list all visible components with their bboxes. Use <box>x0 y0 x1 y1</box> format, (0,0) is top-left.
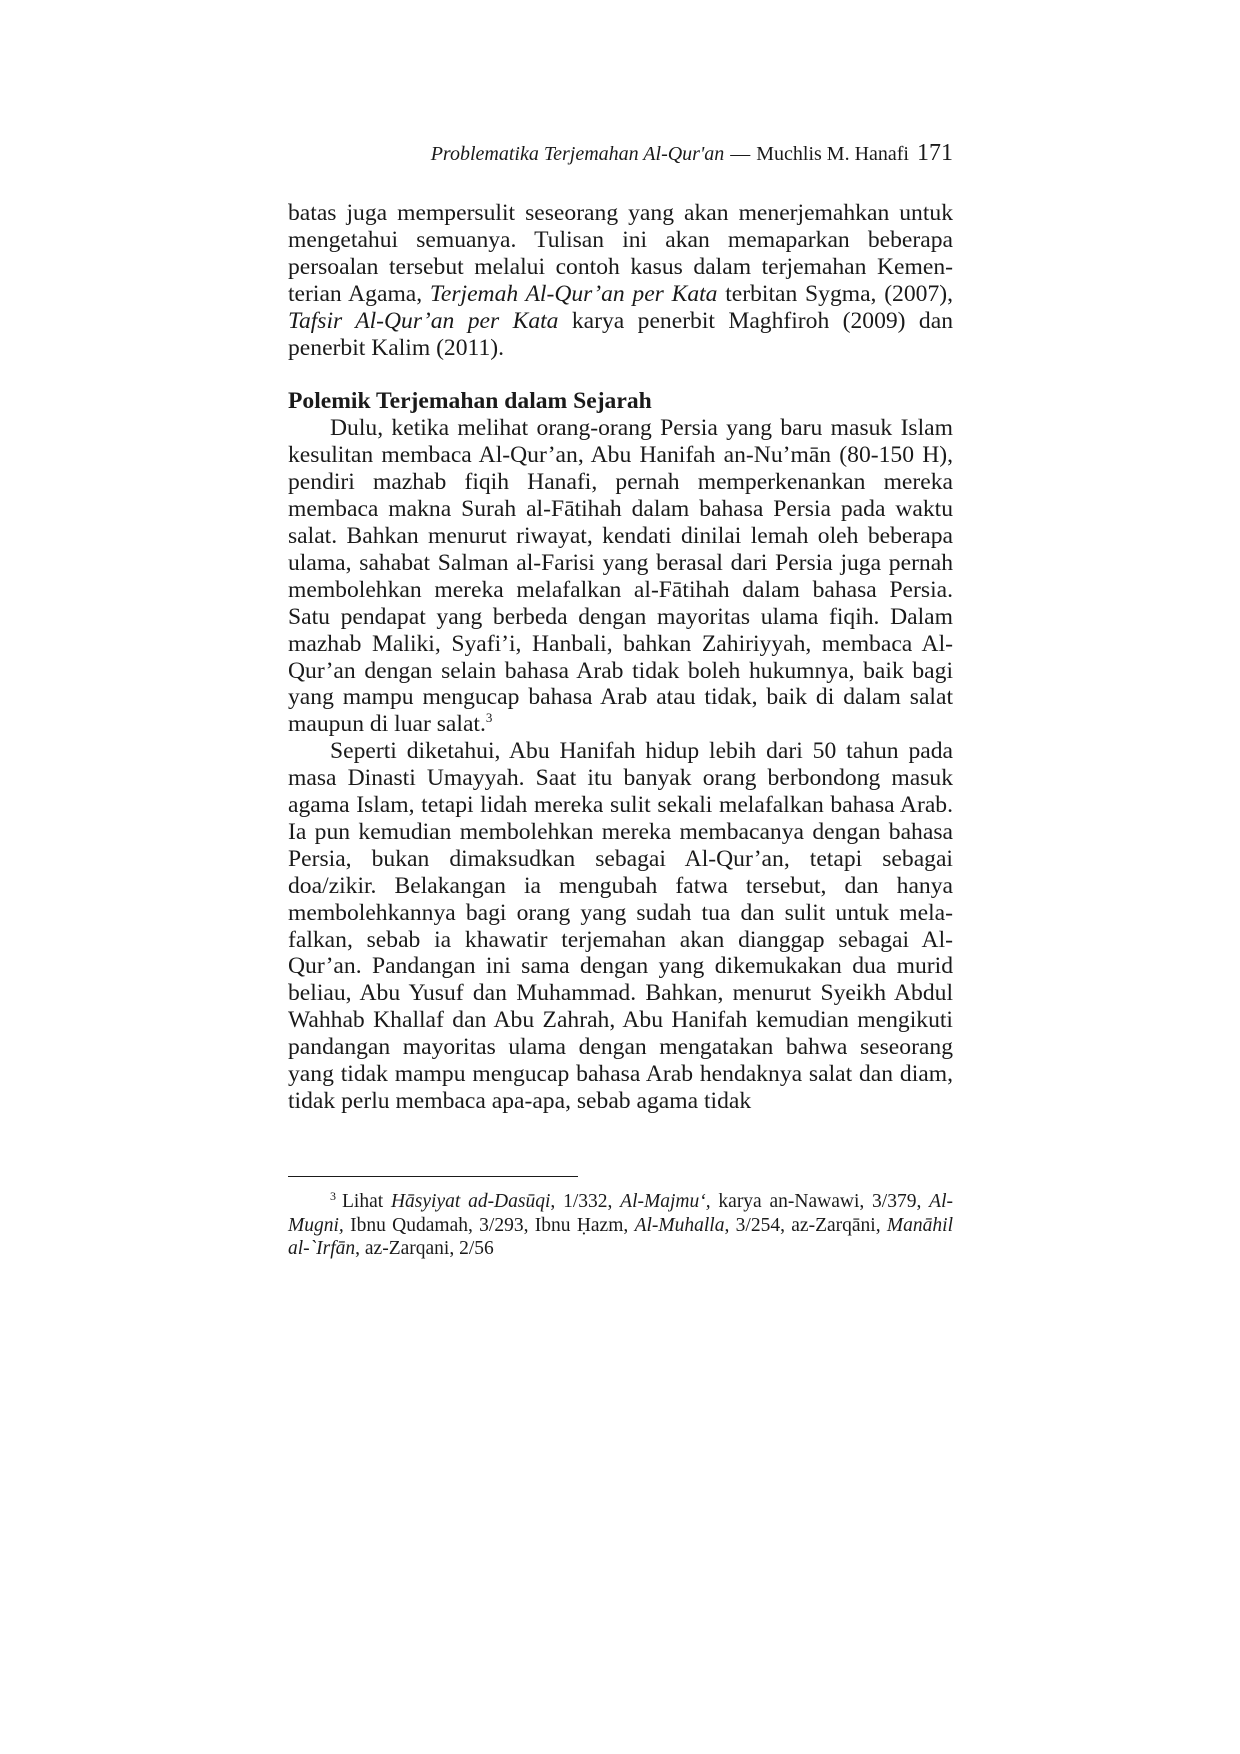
citation-title: Al-Muhalla <box>634 1214 725 1236</box>
paragraph-continuation <box>288 200 953 361</box>
citation-title: Manāhil al-`Irfān <box>288 1214 953 1259</box>
footnote-reference[interactable]: 3 <box>485 710 493 726</box>
citation-title: Al-Majmu‘, <box>620 1191 711 1212</box>
citation-title: Hāsyiyat ad-Dasūqi <box>390 1191 551 1212</box>
paragraph-text: batas juga mempersulit seseorang yang akan menerjemahkan untuk mengetahui semuanya. Tulisan ini akan memaparkan beberapa persoalan tersebut melalui contoh kasus dalam terjemahan Kementerian Agama, <box>288 200 953 307</box>
body-text <box>288 200 953 1115</box>
footnote-text: , 1/332, <box>550 1191 621 1212</box>
paragraph <box>288 415 953 738</box>
footnote-text: , az-Zarqani, 2/56 <box>355 1238 494 1259</box>
footnote <box>288 1190 953 1261</box>
paragraph-text: Seperti diketahui, Abu Hanifah hidup lebih dari 50 tahun pada masa Dinasti Umayyah. Saat itu banyak orang berbondong masuk agama Islam, tetapi lidah mereka sulit sekali melafalkan bahasa Arab. Ia pun kemudian membolehkan mereka membacanya dengan bahasa Persia, bukan dimaksudkan sebagai Al-Qur’an, tetapi sebagai doa/zikir. Belakangan ia mengubah fatwa tersebut, dan hanya membolehkannya bagi orang yang sudah tua dan sulit untuk melafalkan, sebab ia khawatir terjemahan akan dianggap sebagai Al-Qur’an. Pandangan ini sama dengan yang dikemukakan dua murid beliau, Abu Yusuf dan Muhammad. Bahkan, menurut Syeikh Abdul Wahhab Khallaf dan Abu Zahrah, Abu Hanifah kemudian mengikuti pandangan mayoritas ulama dengan mengatakan bahwa seseorang yang tidak mampu mengucap bahasa Arab hendaknya salat dan diam, tidak perlu membaca apa-apa, sebab agama tidak <box>288 738 953 1114</box>
footnote-divider <box>288 1176 578 1177</box>
paragraph-text: terbitan Sygma, (2007), <box>717 280 953 307</box>
page-number: 171 <box>917 140 953 166</box>
footnote-text: Ibnu Qudamah, 3/293, Ibnu Ḥazm, <box>343 1214 635 1236</box>
book-title: Tafsir Al-Qur’an per Kata <box>288 307 559 334</box>
section-heading: Polemik Terjemahan dalam Sejarah <box>288 388 652 415</box>
paragraph-text: karya penerbit Maghfiroh (2009) dan penerbit Kalim (2011). <box>288 307 953 361</box>
header-author: Muchlis M. Hanafi <box>756 143 909 165</box>
paragraph-text: Dulu, ketika melihat orang-orang Persia yang baru masuk Islam kesulitan membaca Al-Qur’an, Abu Hanifah an-Nu’mān (80-150 H), pendiri mazhab fiqih Hanafi, pernah memperkenankan mereka membaca makna Surah al-Fātihah dalam bahasa Persia pada waktu salat. Bahkan menurut riwayat, kendati dinilai lemah oleh beberapa ulama, sahabat Salman al-Farisi yang berasal dari Persia juga pernah membolehkan mereka melafalkan al-Fātihah dalam bahasa Persia. Satu pendapat yang berbeda dengan mayoritas ulama fiqih. Dalam mazhab Maliki, Syafi’i, Hanbali, bahkan Zahiriyyah, membaca Al-Qur’an dengan selain bahasa Arab tidak boleh hukumnya, baik bagi yang mampu mengucap bahasa Arab atau tidak, baik di dalam salat maupun di luar salat. <box>288 415 953 738</box>
paragraph <box>288 738 953 1115</box>
footnote-text: , 3/254, az-Zarqāni, <box>724 1214 887 1236</box>
book-title: Terjemah Al-Qur’an per Kata <box>429 280 718 307</box>
header-title: Problematika Terjemahan Al-Qur'an <box>430 143 725 165</box>
footnote-text: Lihat <box>342 1191 391 1212</box>
citation-title: Al-Mugni, <box>288 1191 953 1236</box>
header-separator: — <box>730 143 751 165</box>
footnote-number: 3 <box>330 1188 336 1203</box>
running-header <box>288 140 953 167</box>
footnote-text: karya an-Nawawi, 3/379, <box>710 1191 930 1212</box>
